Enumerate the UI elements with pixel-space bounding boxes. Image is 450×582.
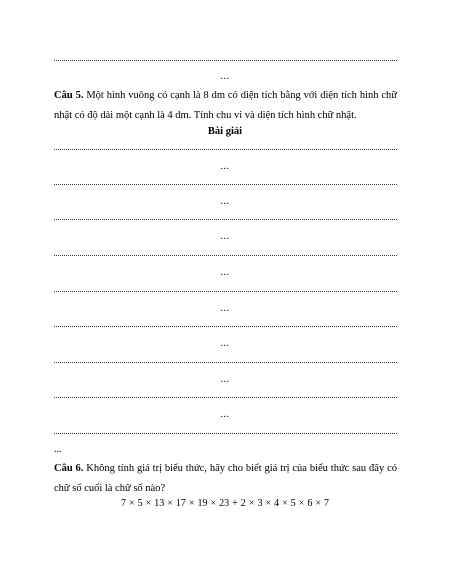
question-5-text: Một hình vuông có cạnh là 8 dm có diện tích bằng với diện tích hình chữ nhật có độ dài một cạnh là 4 dm. Tính chu vi và diện tích hình chữ nhật. <box>54 90 397 121</box>
question-6-text: Không tính giá trị biểu thức, hãy cho biết giá trị của biểu thức sau đây có chữ số cuối là chữ số nào? <box>54 463 397 494</box>
ellipsis: ... <box>220 231 230 242</box>
ellipsis: ... <box>220 71 230 82</box>
question-5-label: Câu 5. <box>54 90 84 101</box>
ellipsis: ... <box>220 374 230 385</box>
answer-line <box>54 184 397 185</box>
ellipsis: ... <box>54 444 62 455</box>
answer-line <box>54 149 397 150</box>
ellipsis: ... <box>220 303 230 314</box>
answer-line <box>54 433 397 434</box>
question-6 <box>54 459 397 499</box>
question-5 <box>54 86 397 126</box>
answer-line <box>54 255 397 256</box>
ellipsis: ... <box>220 161 230 172</box>
ellipsis: ... <box>220 267 230 278</box>
answer-line <box>54 362 397 363</box>
question-6-label: Câu 6. <box>54 463 84 474</box>
ellipsis: ... <box>220 409 230 420</box>
answer-line <box>54 219 397 220</box>
answer-line <box>54 397 397 398</box>
expression: 7 × 5 × 13 × 17 × 19 × 23 + 2 × 3 × 4 × 5 × 6 × 7 <box>120 498 330 509</box>
ellipsis: ... <box>220 196 230 207</box>
answer-line <box>54 60 397 61</box>
solution-heading: Bài giải <box>207 126 243 137</box>
answer-line <box>54 291 397 292</box>
ellipsis: ... <box>220 338 230 349</box>
answer-line <box>54 326 397 327</box>
